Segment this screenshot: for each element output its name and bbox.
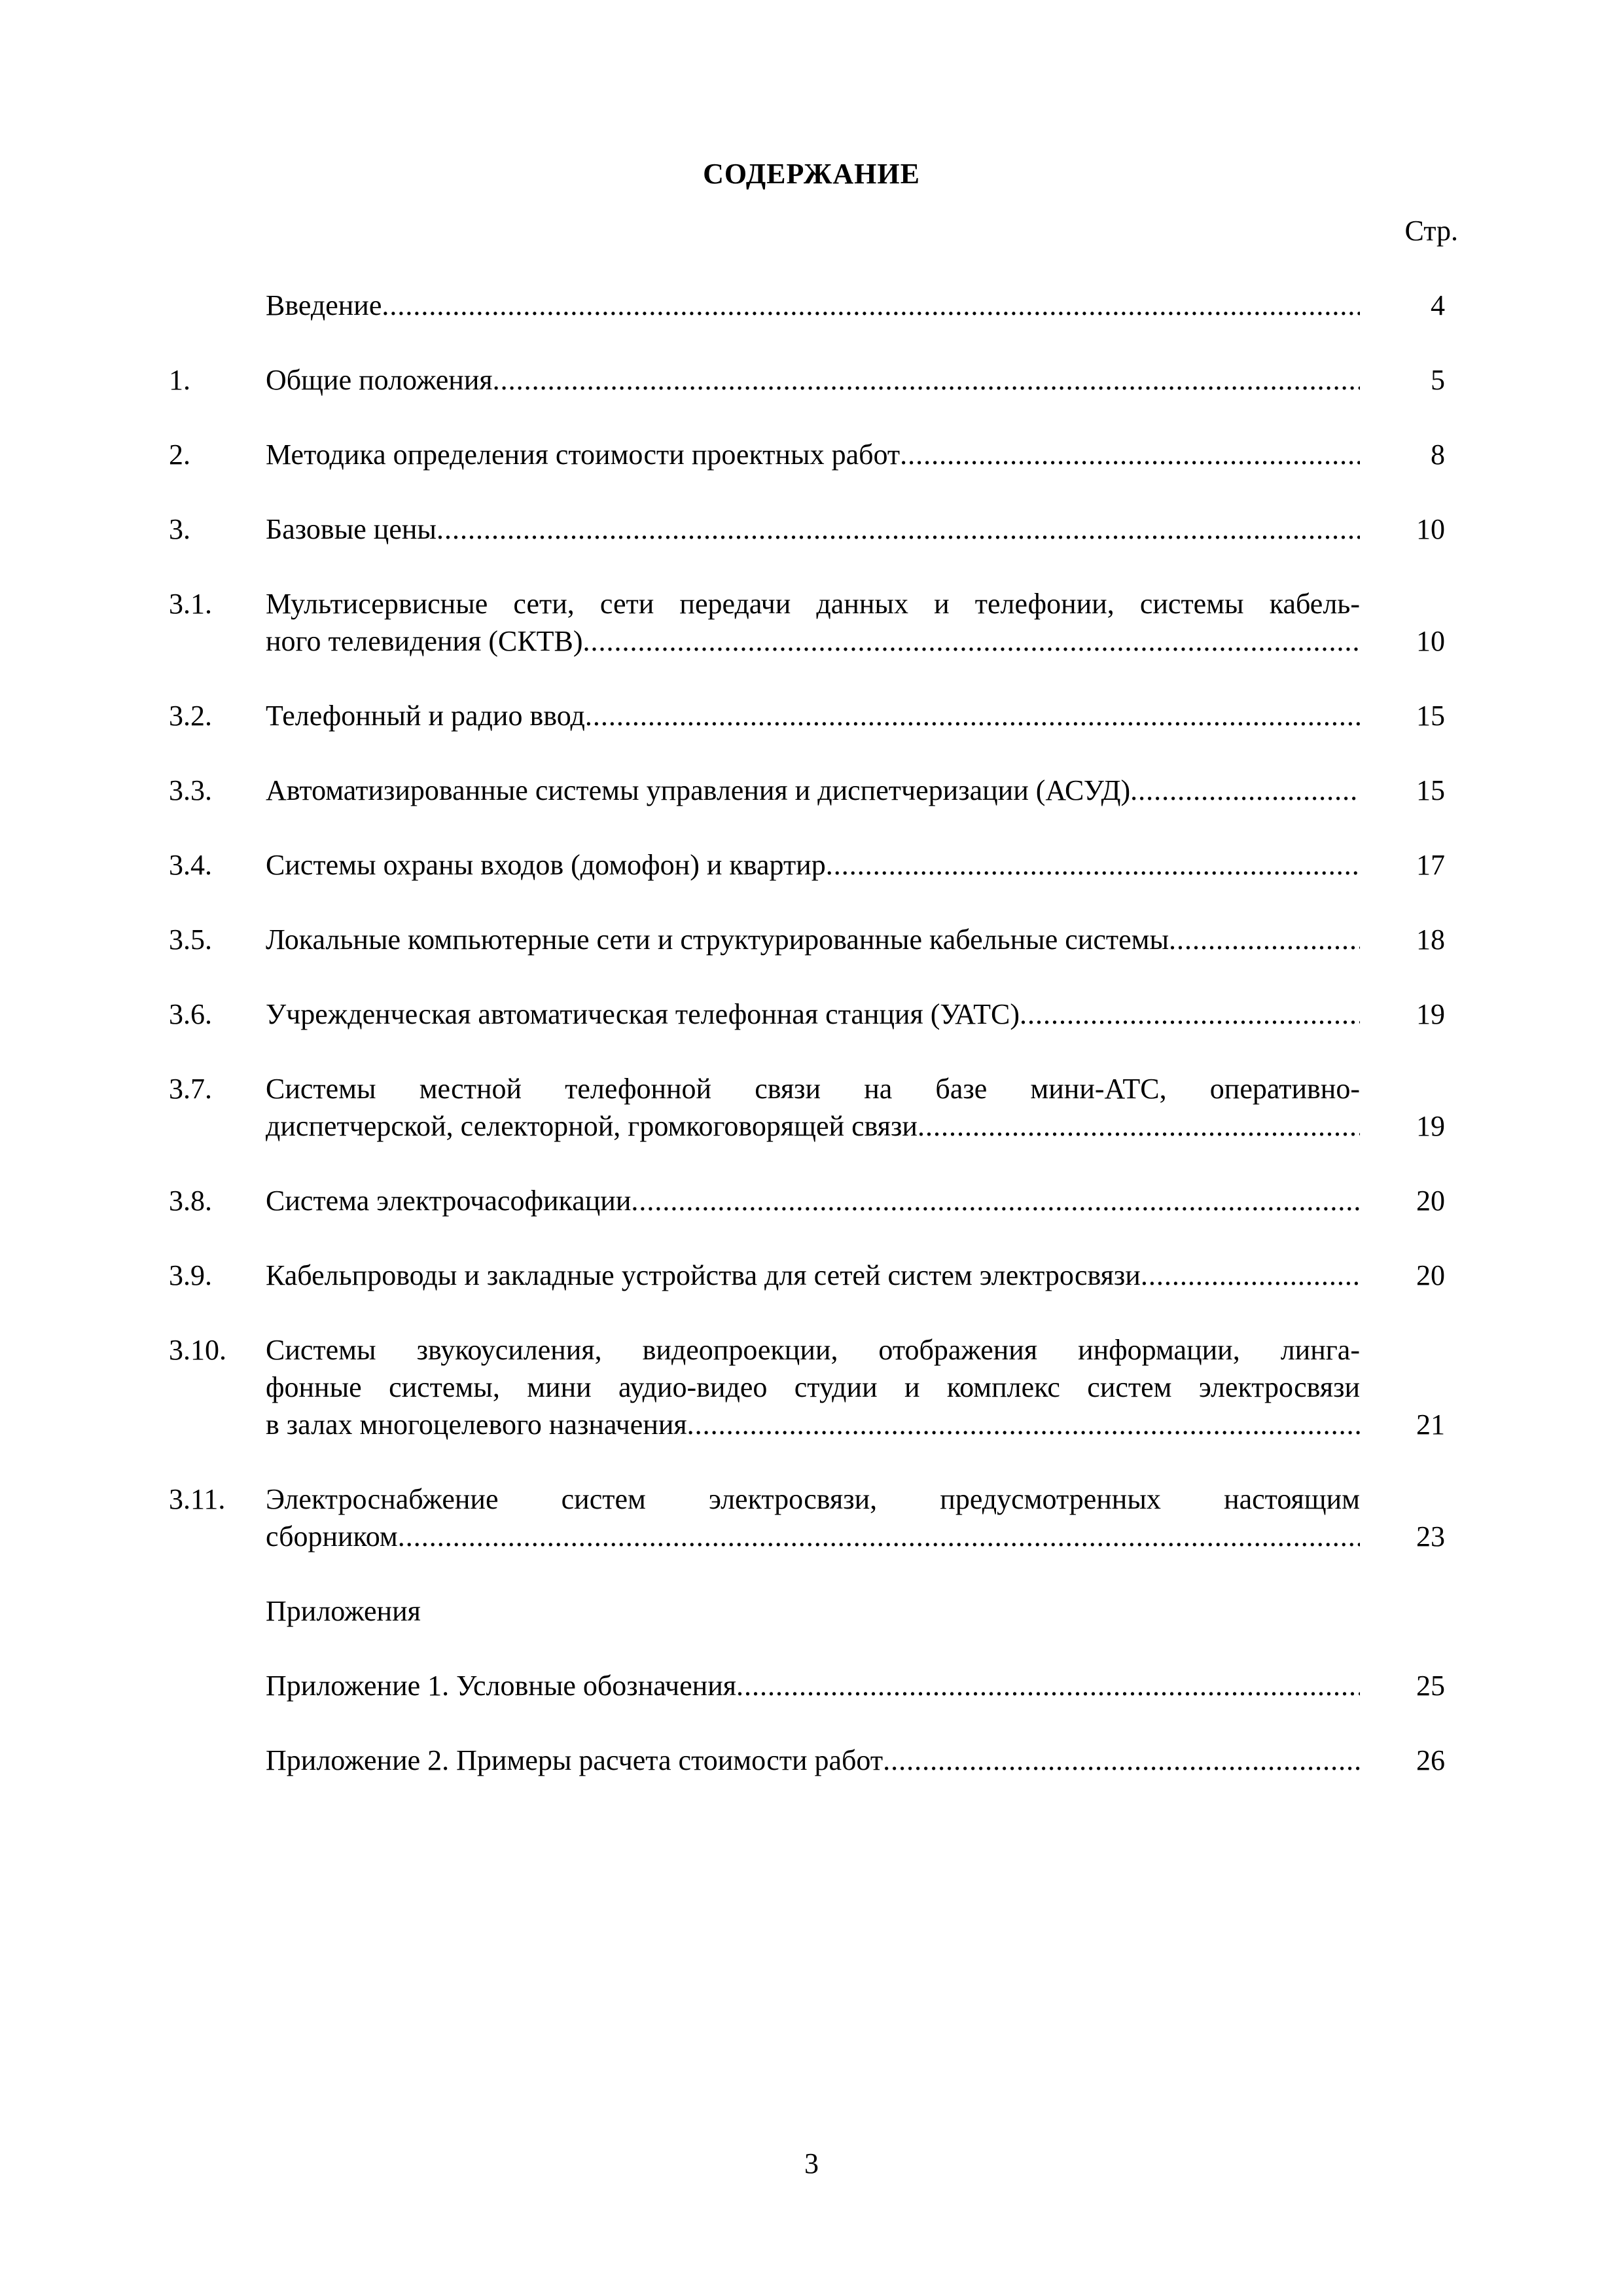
dot-leader xyxy=(437,511,1360,548)
toc-entry xyxy=(169,1331,1445,1443)
toc-entry-number: 3.8. xyxy=(169,1185,212,1217)
toc-entry xyxy=(169,1182,1445,1219)
toc-entry-line-text: Базовые цены xyxy=(266,513,437,545)
toc-entry xyxy=(169,1070,1445,1145)
toc-entry-line-text: Автоматизированные системы управления и диспетчеризации (АСУД) xyxy=(266,774,1131,806)
dot-leader xyxy=(826,846,1360,884)
toc-entry-line xyxy=(266,511,1360,548)
toc-entry-number xyxy=(169,1667,266,1704)
toc-entry-line-text: Приложение 2. Примеры расчета стоимости работ xyxy=(266,1744,883,1776)
toc-entry-number xyxy=(169,1592,266,1630)
toc-entry-title xyxy=(266,1182,1360,1219)
toc-entry-number: 3. xyxy=(169,513,190,545)
toc-entry-page: 4 xyxy=(1431,289,1445,321)
toc-entry-page: 18 xyxy=(1416,924,1445,956)
toc-entry-page: 20 xyxy=(1416,1259,1445,1291)
toc-entry xyxy=(169,846,1445,884)
toc-entry xyxy=(169,921,1445,958)
toc-entry-line xyxy=(266,921,1360,958)
toc-entry-line: фонные системы, мини аудио-видео студии и комплекс систем электросвязи xyxy=(266,1371,1360,1403)
toc-entry-page: 5 xyxy=(1431,364,1445,396)
toc-entry xyxy=(169,436,1445,473)
dot-leader xyxy=(1020,996,1360,1033)
toc-entry-line-text: Приложения xyxy=(266,1595,421,1627)
toc-entry-title xyxy=(266,511,1360,548)
toc-entry xyxy=(169,996,1445,1033)
dot-leader xyxy=(1169,921,1360,958)
toc-entry-line xyxy=(266,361,1360,399)
toc-entry xyxy=(169,1257,1445,1294)
toc-entry-line-text: Системы охраны входов (домофон) и квартир xyxy=(266,849,826,881)
toc-entry-line-text: диспетчерской, селекторной, громкоговорящей связи xyxy=(266,1110,918,1142)
toc-entry-title xyxy=(266,697,1360,734)
toc-entry-page: 25 xyxy=(1416,1670,1445,1702)
toc-entry-line: Мультисервисные сети, сети передачи данных и телефонии, системы кабель- xyxy=(266,588,1360,620)
dot-leader xyxy=(1130,772,1360,809)
toc-entry-line: Системы местной телефонной связи на базе мини-АТС, оперативно- xyxy=(266,1073,1360,1105)
toc-entry-title xyxy=(266,1331,1360,1443)
table-of-contents xyxy=(169,287,1445,1816)
toc-entry-title xyxy=(266,1592,1360,1630)
toc-entry-line-text: ного телевидения (СКТВ) xyxy=(266,625,583,657)
dot-leader xyxy=(583,622,1360,660)
dot-leader xyxy=(900,436,1360,473)
toc-entry-line xyxy=(266,996,1360,1033)
toc-entry-line: Электроснабжение систем электросвязи, предусмотренных настоящим xyxy=(266,1483,1360,1515)
toc-entry-line xyxy=(266,287,1360,324)
toc-entry-line-text: Локальные компьютерные сети и структурированные кабельные системы xyxy=(266,924,1169,956)
toc-entry-number: 3.10. xyxy=(169,1334,226,1366)
dot-leader xyxy=(918,1107,1360,1145)
toc-entry-line-text: Введение xyxy=(266,289,382,321)
toc-entry xyxy=(169,1480,1445,1555)
toc-entry-line xyxy=(266,1592,1360,1630)
toc-entry-line xyxy=(266,772,1360,809)
toc-entry-title xyxy=(266,436,1360,473)
toc-entry-line-text: Общие положения xyxy=(266,364,493,396)
toc-entry-page: 23 xyxy=(1416,1520,1445,1552)
toc-entry-line-text: сборником xyxy=(266,1520,398,1552)
dot-leader xyxy=(493,361,1360,399)
dot-leader xyxy=(883,1742,1360,1779)
toc-entry-title xyxy=(266,361,1360,399)
toc-entry-line xyxy=(266,436,1360,473)
toc-entry xyxy=(169,361,1445,399)
toc-entry-number: 3.1. xyxy=(169,588,212,620)
toc-entry-number: 3.5. xyxy=(169,924,212,956)
toc-entry-line-text: Учрежденческая автоматическая телефонная станция (УАТС) xyxy=(266,998,1020,1030)
toc-entry-number: 3.7. xyxy=(169,1073,212,1105)
dot-leader xyxy=(736,1667,1360,1704)
dot-leader xyxy=(382,287,1360,324)
toc-entry-number: 2. xyxy=(169,439,190,471)
toc-entry-title xyxy=(266,1480,1360,1555)
toc-entry-line: Системы звукоусиления, видеопроекции, отображения информации, линга- xyxy=(266,1334,1360,1366)
toc-entry xyxy=(169,511,1445,548)
toc-entry-number: 1. xyxy=(169,364,190,396)
toc-entry-number: 3.4. xyxy=(169,849,212,881)
toc-entry-line xyxy=(266,697,1360,734)
toc-entry-page: 15 xyxy=(1416,774,1445,806)
toc-entry-page: 17 xyxy=(1416,849,1445,881)
toc-entry xyxy=(169,585,1445,660)
toc-entry-number: 3.9. xyxy=(169,1259,212,1291)
toc-entry-number xyxy=(169,1742,266,1779)
toc-entry-number: 3.6. xyxy=(169,998,212,1030)
toc-entry-page: 19 xyxy=(1416,1110,1445,1142)
toc-entry-line xyxy=(266,1406,1360,1443)
toc-entry-line xyxy=(266,1742,1360,1779)
toc-entry-line xyxy=(266,1182,1360,1219)
toc-entry-title xyxy=(266,1667,1360,1704)
toc-entry-line-text: Система электрочасофикации xyxy=(266,1185,632,1217)
toc-entry-title xyxy=(266,1257,1360,1294)
toc-entry xyxy=(169,287,1445,324)
toc-entry-title xyxy=(266,1742,1360,1779)
toc-entry-title xyxy=(266,921,1360,958)
page-number: 3 xyxy=(804,2147,819,2179)
toc-entry-line xyxy=(266,622,1360,660)
toc-entry-line xyxy=(266,1518,1360,1555)
toc-entry-title xyxy=(266,846,1360,884)
toc-entry xyxy=(169,1592,1445,1630)
toc-entry xyxy=(169,697,1445,734)
dot-leader xyxy=(585,697,1360,734)
toc-entry-title xyxy=(266,287,1360,324)
toc-entry xyxy=(169,772,1445,809)
toc-entry-title xyxy=(266,585,1360,660)
toc-entry-title xyxy=(266,772,1360,809)
toc-entry-number: 3.3. xyxy=(169,774,212,806)
toc-entry-line-text: в залах многоцелевого назначения xyxy=(266,1408,687,1441)
toc-entry-page: 19 xyxy=(1416,998,1445,1030)
toc-entry-line-text: Кабельпроводы и закладные устройства для сетей систем электросвязи xyxy=(266,1259,1141,1291)
toc-entry-page: 10 xyxy=(1416,625,1445,657)
toc-entry-line xyxy=(266,1107,1360,1145)
page-title: СОДЕРЖАНИЕ xyxy=(703,158,920,190)
toc-entry-page: 8 xyxy=(1431,439,1445,471)
toc-entry-page: 21 xyxy=(1416,1408,1445,1441)
toc-entry-number: 3.11. xyxy=(169,1483,226,1515)
dot-leader xyxy=(687,1406,1360,1443)
page-column-label: Стр. xyxy=(1404,215,1458,247)
toc-entry xyxy=(169,1667,1445,1704)
dot-leader xyxy=(1141,1257,1360,1294)
toc-entry-title xyxy=(266,996,1360,1033)
toc-entry-page: 15 xyxy=(1416,700,1445,732)
dot-leader xyxy=(631,1182,1360,1219)
toc-entry-number xyxy=(169,287,266,324)
dot-leader xyxy=(398,1518,1360,1555)
toc-entry-page: 20 xyxy=(1416,1185,1445,1217)
toc-entry-page: 26 xyxy=(1416,1744,1445,1776)
toc-entry-line-text: Приложение 1. Условные обозначения xyxy=(266,1670,736,1702)
toc-entry-line xyxy=(266,1257,1360,1294)
toc-entry-line xyxy=(266,1667,1360,1704)
toc-entry-number: 3.2. xyxy=(169,700,212,732)
toc-entry-title xyxy=(266,1070,1360,1145)
toc-entry-line-text: Методика определения стоимости проектных работ xyxy=(266,439,901,471)
toc-entry-page: 10 xyxy=(1416,513,1445,545)
toc-entry-line-text: Телефонный и радио ввод xyxy=(266,700,585,732)
toc-entry xyxy=(169,1742,1445,1779)
toc-entry-line xyxy=(266,846,1360,884)
